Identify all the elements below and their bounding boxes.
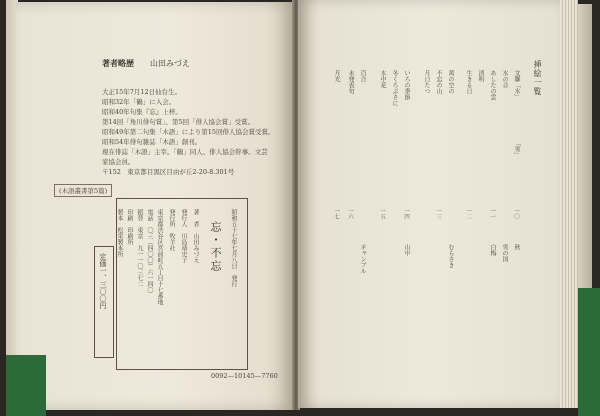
colophon-box [116,198,248,370]
bio-line: 昭和49年第二句集「木語」により第15回俳人協会賞受賞。 [102,128,275,136]
colophon-address: 東京都渋谷区宮前町五丁目十七番地 [156,209,163,305]
bio-line: 〒152 東京都目黒区目由が丘2-20-8.301号 [102,168,235,176]
toc-entry: 清明 [477,70,484,82]
bio-line: 昭和54年俳句雑誌「木語」創刊。 [102,138,202,146]
green-cover-band-right [578,288,600,416]
toc-page-number: 一六 [347,208,353,219]
bio-line: 現在俳誌「木語」主宰。「鶴」同人、俳人協会幹事。文芸 [102,148,268,156]
colophon-print: 印刷 印刷所 [126,209,133,245]
toc-entry: むらさき [447,244,454,268]
toc-entry: 水中花 [379,70,386,88]
book-title: 忘・不忘 [209,221,222,273]
green-cover-band-left [6,355,46,416]
colophon-author: 著 者 山田みづえ [192,209,199,263]
toc-entry: 不忘の山 [435,70,442,94]
toc-entry: 萬の空の [447,70,454,94]
toc-page-number: 一一 [489,208,495,219]
toc-entry: ギャンブル [359,244,366,274]
author-bio [102,58,275,177]
colophon-press: 発行所 牧羊社 [168,209,175,251]
open-book [6,0,592,416]
toc-entry: 文聯「水」 [513,70,520,100]
toc-page-number: 一三 [435,208,441,219]
toc-entry: 月光 [333,70,340,82]
colophon-publisher: 発行人 川島靖史子 [180,209,187,263]
bio-heading: 著者略歴 山田みづえ [102,58,190,68]
colophon-date: 昭和五十七年七月八日 発行 [230,209,237,287]
bio-line: 昭和32年「鶴」に入会。 [102,98,176,106]
toc-entry: 山中 [403,244,410,256]
colophon-transfer: 振替 東京 九一一〇三七二 [136,209,143,287]
toc-entry: 「雪」 [513,140,520,158]
toc-entry: 生きる日 [465,70,472,94]
bio-line: 昭和40年句集『忘』上梓。 [102,108,182,116]
toc-entry: 未発表句 [347,70,354,94]
right-page [298,0,560,408]
page-edges [560,0,578,408]
toc-page-number: 一〇 [513,208,519,219]
colophon-phone: 電話 〇三（四〇〇）六一四〇 [146,209,153,293]
toc-heading: 挿絵一覧 [533,60,542,96]
toc-entry: 秋 [513,244,520,250]
bio-line: 第14回「角川俳句賞」、第5回「俳人協会賞」受賞。 [102,118,255,126]
toc-entry: 百合 [359,70,366,82]
series-label: (木語叢書第5篇) [54,184,112,197]
toc-entry: 冬くろぶさに [391,70,398,106]
bio-line: 家協会員。 [102,158,135,166]
toc-page-number: 一二 [465,208,471,219]
toc-entry: あしたの雲 [489,70,496,100]
price-box [94,246,114,358]
toc-entry: 水の音 [501,70,508,88]
toc-page-number: 一七 [333,208,339,219]
toc-page-number: 一四 [403,208,409,219]
colophon-binding: 製本 松栄製本所 [116,209,123,257]
bio-line: 大正15年7月12日仙台生。 [102,88,182,96]
toc-entry: いろの季節 [403,70,410,100]
toc-entry: 雪の国 [501,244,508,262]
toc-page-number: 一五 [379,208,385,219]
bio-author-name: 山田みづえ [150,59,190,68]
toc-entry: 月日たつ [423,70,430,94]
isbn-code: 0092—10145—7760 [211,372,278,380]
price-text: 定価一、三〇〇円 [99,253,107,309]
toc-entry: 白梅 [489,244,496,256]
